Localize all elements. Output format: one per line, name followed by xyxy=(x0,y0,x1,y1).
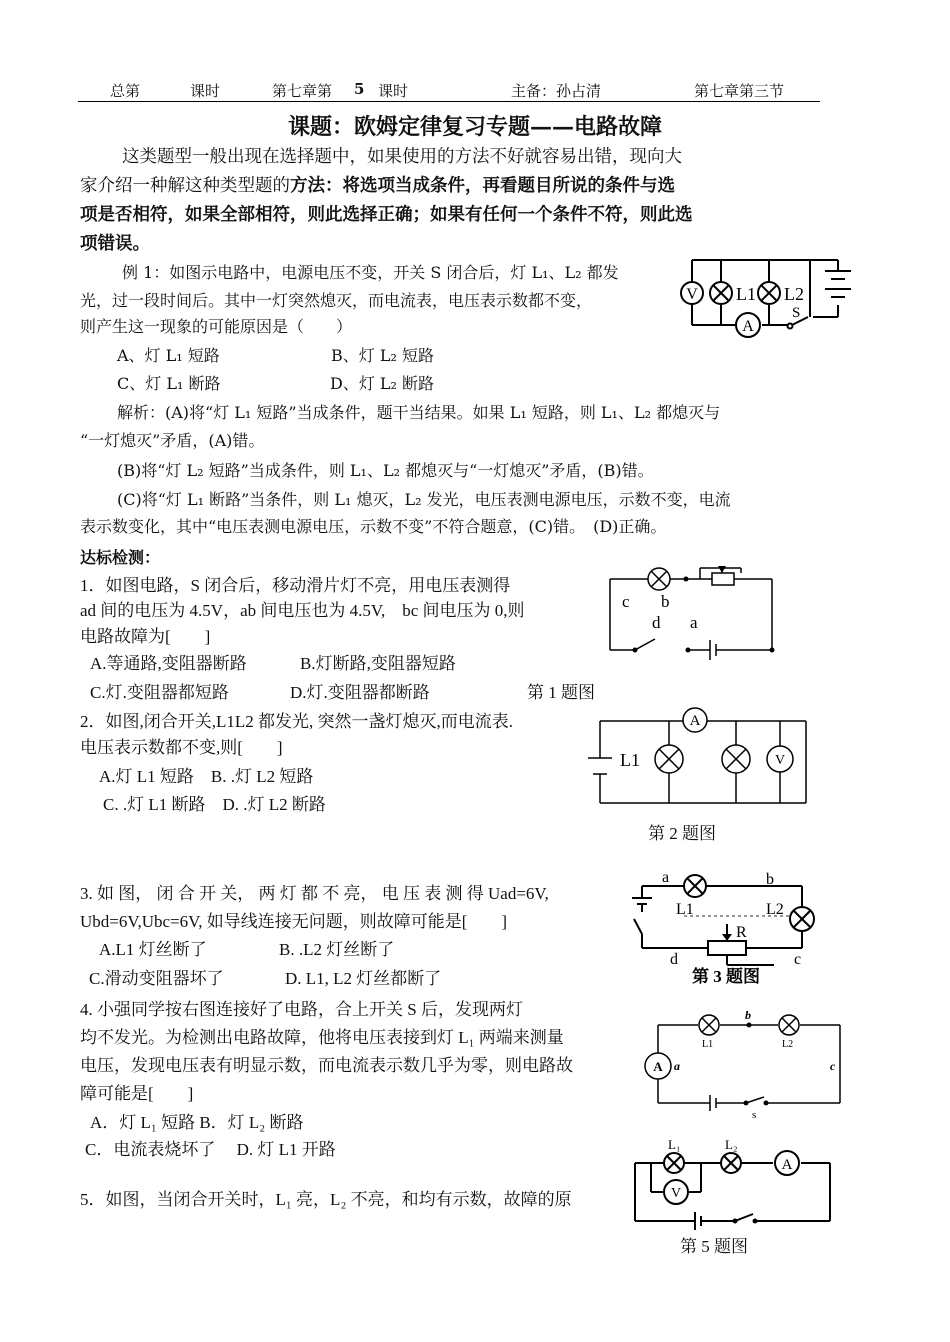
q3-point-d: d xyxy=(670,951,678,968)
intro-line-3: 项是否相符，如果全部相符，则此选择正确；如果有任何一个条件不符，则此选 xyxy=(80,205,693,225)
analysis-line-4: (C)将“灯 L₁ 断路”当条件，则 L₁ 熄灭，L₂ 发光，电压表测电源电压，示数不变，电流 xyxy=(117,490,731,509)
q1-point-a: a xyxy=(690,613,698,632)
q1-line-3: 电路故障为[ ] xyxy=(80,627,211,646)
analysis-line-5: 表示数变化，其中“电压表测电源电压，示数不变”不符合题意，(C)错。 (D)正确。 xyxy=(80,517,667,536)
intro-line-1: 这类题型一般出现在选择题中，如果使用的方法不好就容易出错，现向大 xyxy=(122,147,682,167)
q2-options-cd: C. .灯 L1 断路 D. .灯 L2 断路 xyxy=(103,795,326,814)
q4-line-2: 均不发光。为检测出电路故障，他将电压表接到灯 L₁ 两端来测量 xyxy=(80,1028,564,1047)
q3-circuit-diagram xyxy=(624,864,824,988)
example-option-b: B、灯 L₂ 短路 xyxy=(331,346,434,365)
q5-circuit-diagram xyxy=(625,1135,840,1230)
q5-caption: 第 5 题图 xyxy=(680,1237,748,1256)
q4-line-1: 4. 小强同学按右图连接好了电路，合上开关 S 后，发现两灯 xyxy=(80,1000,523,1019)
example-option-c: C、灯 L₁ 断路 xyxy=(117,374,221,393)
header-preparer: 主备：孙占清 xyxy=(511,82,602,100)
q4-l2-label: L2 xyxy=(782,1039,794,1050)
q3-line-2: Ubd=6V,Ubc=6V, 如导线连接无问题，则故障可能是[ ] xyxy=(80,912,508,931)
q1-point-c: c xyxy=(622,592,630,611)
q3-option-c: C.滑动变阻器坏了 xyxy=(89,969,224,988)
q1-circuit-diagram xyxy=(600,562,785,670)
page-title: 课题：欧姆定律复习专题——电路故障 xyxy=(287,114,662,140)
q4-point-b: b xyxy=(745,1008,751,1022)
q1-caption: 第 1 题图 xyxy=(527,683,595,702)
example-option-d: D、灯 L₂ 断路 xyxy=(330,374,435,393)
q4-line-3: 电压，发现电压表有明显示数，而电流表示数几乎为零，则电路故 xyxy=(80,1056,573,1075)
q5-ammeter-label: A xyxy=(781,1157,793,1173)
q4-l1-label: L1 xyxy=(702,1039,714,1050)
q4-point-c: c xyxy=(830,1059,836,1073)
q2-options-ab: A.灯 L1 短路 B. .灯 L2 短路 xyxy=(99,767,314,786)
q4-switch-label: s xyxy=(752,1109,757,1121)
q3-l1-label: L1 xyxy=(676,901,694,918)
analysis-line-3: (B)将“灯 L₂ 短路”当成条件，则 L₁、L₂ 都熄灭与“一灯熄灭”矛盾，(B)错。 xyxy=(117,461,654,480)
section-title: 达标检测： xyxy=(80,548,161,567)
q2-l1-label: L1 xyxy=(620,750,640,770)
q1-line-1: 1．如图电路，S 闭合后，移动滑片灯不亮，用电压表测得 xyxy=(80,576,511,595)
q1-point-d: d xyxy=(652,613,661,632)
example-line-2: 光，过一段时间后。其中一灯突然熄灭，而电流表，电压表示数都不变， xyxy=(80,291,593,310)
example-circuit-diagram xyxy=(680,255,855,350)
q1-point-b: b xyxy=(661,592,670,611)
q2-ammeter-label: A xyxy=(689,713,701,729)
lamp-l1-label: L1 xyxy=(736,284,756,304)
q5-voltmeter-label: V xyxy=(670,1186,682,1201)
header-lesson: 课时 xyxy=(190,82,221,100)
switch-label: S xyxy=(792,305,801,321)
q3-l2-label: L2 xyxy=(766,901,784,918)
q3-point-b: b xyxy=(766,871,774,888)
q3-caption: 第 3 题图 xyxy=(692,967,760,986)
ammeter-label: A xyxy=(742,318,754,335)
q4-circuit-diagram xyxy=(640,1003,860,1123)
lamp-l2-label: L2 xyxy=(784,284,804,304)
q3-option-d: D. L1, L2 灯丝都断了 xyxy=(285,969,442,988)
header-lesson-number: 5 xyxy=(354,80,365,98)
q5-l1-label: L₁ xyxy=(668,1137,681,1152)
q3-point-c: c xyxy=(794,951,802,968)
header-section: 第七章第三节 xyxy=(694,82,785,100)
q3-resistor-label: R xyxy=(736,924,747,941)
q1-option-a: A.等通路,变阻器断路 xyxy=(90,654,247,673)
intro-line-4: 项错误。 xyxy=(80,234,150,254)
q1-line-2: ad 间的电压为 4.5V，ab 间电压也为 4.5V, bc 间电压为 0,则 xyxy=(80,601,525,620)
q2-line-2: 电压表示数都不变,则[ ] xyxy=(80,738,283,757)
intro-line-2a: 家介绍一种解这种类型题的 xyxy=(80,176,290,196)
example-line-3: 则产生这一现象的可能原因是（ ） xyxy=(80,317,353,336)
header-rule xyxy=(78,101,820,102)
q4-line-4: 障可能是[ ] xyxy=(80,1084,194,1103)
q3-line-1: 3. 如 图， 闭 合 开 关， 两 灯 都 不 亮， 电 压 表 测 得 Uad=6V, xyxy=(80,884,549,903)
q1-option-d: D.灯.变阻器都断路 xyxy=(290,683,430,702)
analysis-line-2: “一灯熄灭”矛盾，(A)错。 xyxy=(80,431,265,450)
header-chapter: 第七章第 xyxy=(272,82,333,100)
q5-l2-label: L₂ xyxy=(725,1137,738,1152)
q4-options-cd: C．电流表烧坏了 D. 灯 L1 开路 xyxy=(85,1140,336,1159)
header-total: 总第 xyxy=(110,82,141,100)
example-line-1: 例 1：如图示电路中，电源电压不变，开关 S 闭合后，灯 L₁、L₂ 都发 xyxy=(122,263,619,282)
q2-caption: 第 2 题图 xyxy=(648,824,716,843)
intro-method: 方法：将选项当成条件，再看题目所说的条件与选 xyxy=(290,176,675,196)
q2-circuit-diagram xyxy=(580,703,830,813)
q2-line-1: 2．如图,闭合开关,L1L2 都发光, 突然一盏灯熄灭,而电流表. xyxy=(80,712,514,731)
q3-option-b: B. .L2 灯丝断了 xyxy=(279,940,395,959)
voltmeter-label: V xyxy=(686,286,698,303)
example-option-a: A、灯 L₁ 短路 xyxy=(117,346,220,365)
q3-point-a: a xyxy=(662,869,670,886)
q4-ammeter-label: A xyxy=(653,1059,663,1074)
q1-option-c: C.灯.变阻器都短路 xyxy=(90,683,229,702)
q1-option-b: B.灯断路,变阻器短路 xyxy=(300,654,456,673)
q3-option-a: A.L1 灯丝断了 xyxy=(99,940,207,959)
q4-options-ab: A．灯 L₁ 短路 B．灯 L₂ 断路 xyxy=(90,1113,304,1132)
q4-point-a: a xyxy=(674,1059,680,1073)
analysis-line-1: 解析：(A)将“灯 L₁ 短路”当成条件，题干当结果。如果 L₁ 短路，则 L₁、L₂ 都熄灭与 xyxy=(117,403,721,422)
q5-line-1: 5．如图，当闭合开关时，L₁ 亮，L₂ 不亮，和均有示数，故障的原 xyxy=(80,1190,572,1209)
q2-voltmeter-label: V xyxy=(774,753,786,768)
header-lesson-2: 课时 xyxy=(378,82,409,100)
